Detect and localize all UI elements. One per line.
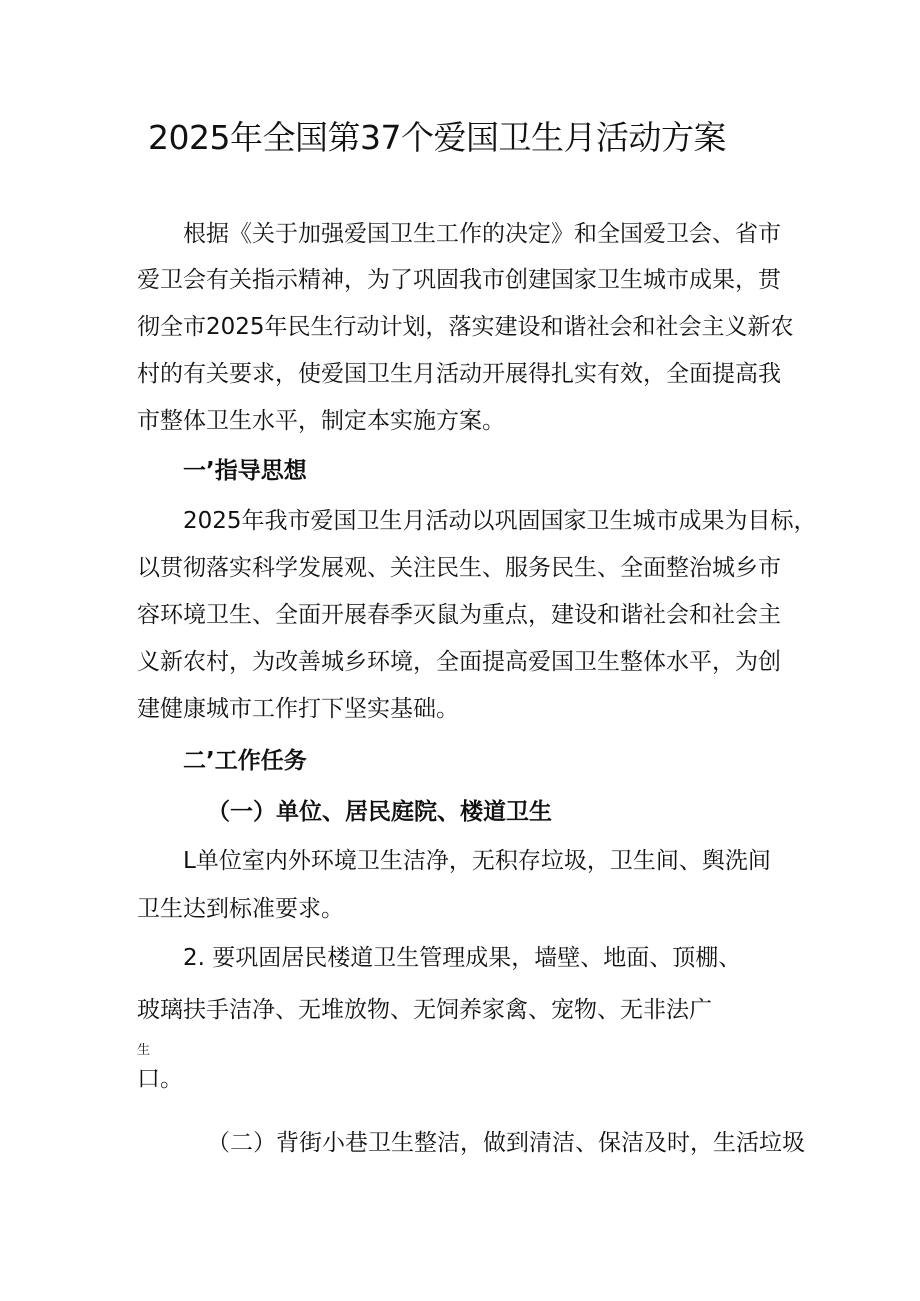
item2-line-2: 玻璃扶手洁净、无堆放物、无饲养家禽、宠物、无非法广: [137, 997, 712, 1023]
intro-line-1: 根据《关于加强爱国卫生工作的决定》和全国爱卫会、省市: [183, 221, 781, 247]
intro-line-4: 村的有关要求，使爱国卫生月活动开展得扎实有效，全面提高我: [137, 361, 781, 387]
text-fragment-small: 生: [137, 1043, 151, 1058]
section-heading-tasks: 二’工作任务: [183, 748, 307, 774]
subsection-heading-1: （一）单位、居民庭院、楼道卫生: [207, 799, 552, 825]
document-title: 2025年全国第37个爱国卫生月活动方案: [148, 118, 726, 157]
section-heading-guiding: 一’指导思想: [183, 458, 307, 484]
guiding-line-2: 以贯彻落实科学发展观、关注民生、服务民生、全面整治城乡市: [137, 555, 781, 581]
intro-line-5: 市整体卫生水平，制定本实施方案。: [137, 408, 505, 434]
item2-line-1: 2. 要巩固居民楼道卫生管理成果，墙壁、地面、顶棚、: [183, 945, 742, 971]
text-fragment-end: 口。: [137, 1066, 183, 1092]
guiding-line-4: 义新农村，为改善城乡环境，全面提高爱国卫生整体水平，为创: [137, 649, 781, 675]
subsection-heading-2: （二）背街小巷卫生整洁，做到清洁、保洁及时，生活垃圾: [207, 1130, 805, 1156]
guiding-line-1: 2025年我市爱国卫生月活动以巩固国家卫生城市成果为目标，: [183, 508, 817, 534]
guiding-line-5: 建健康城市工作打下坚实基础。: [137, 696, 459, 722]
item1-line-2: 卫生达到标准要求。: [137, 896, 344, 922]
intro-line-2: 爱卫会有关指示精神，为了巩固我市创建国家卫生城市成果，贯: [137, 267, 781, 293]
guiding-line-3: 容环境卫生、全面开展春季灭鼠为重点，建设和谐社会和社会主: [137, 602, 781, 628]
intro-line-3: 彻全市2025年民生行动计划，落实建设和谐社会和社会主义新农: [137, 314, 794, 340]
item1-line-1: L单位室内外环境卫生洁净，无积存垃圾，卫生间、舆洗间: [183, 848, 771, 874]
